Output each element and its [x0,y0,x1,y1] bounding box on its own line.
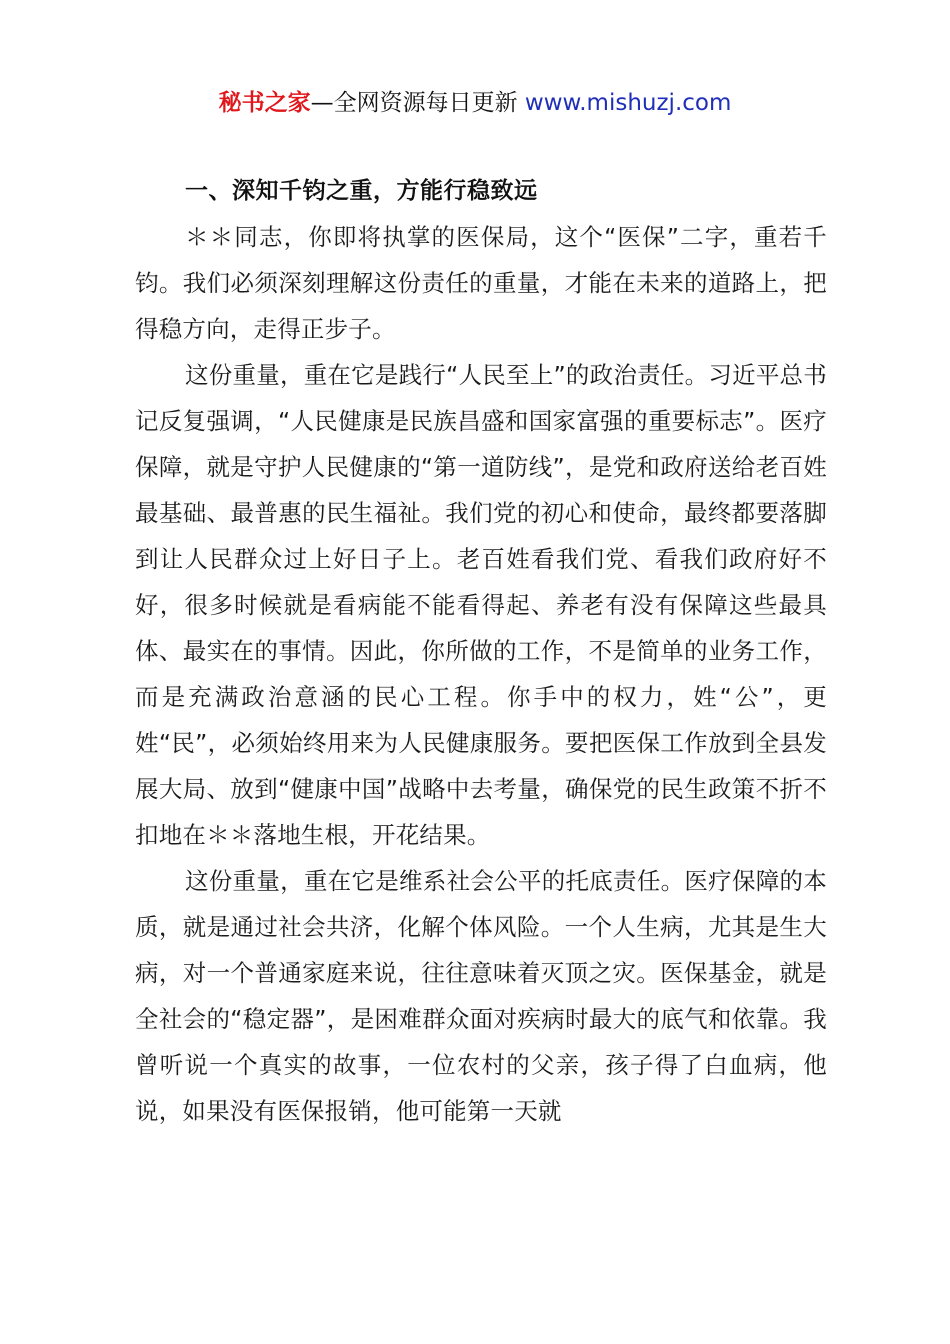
document-body [135,168,827,1134]
paragraph: ＊＊同志，你即将执掌的医保局，这个“医保”二字，重若千钧。我们必须深刻理解这份责任的重量，才能在未来的道路上，把得稳方向，走得正步子。 [135,223,827,343]
page-header [0,86,950,120]
section-heading: 一、深知千钧之重，方能行稳致远 [185,178,538,204]
paragraph: 这份重量，重在它是践行“人民至上”的政治责任。习近平总书记反复强调，“人民健康是民族昌盛和国家富强的重要标志”。医疗保障，就是守护人民健康的“第一道防线”，是党和政府送给老百姓最基础、最普惠的民生福祉。我们党的初心和使命，最终都要落脚到让人民群众过上好日子上。老百姓看我们党、看我们政府好不好，很多时候就是看病能不能看得起、养老有没有保障这些最具体、最实在的事情。因此，你所做的工作，不是简单的业务工作，而是充满政治意涵的民心工程。你手中的权力，姓“公”，更姓“民”，必须始终用来为人民健康服务。要把医保工作放到全县发展大局、放到“健康中国”战略中去考量，确保党的民生政策不折不扣地在＊＊落地生根，开花结果。 [135,361,827,849]
header-tagline: —全网资源每日更新 [310,90,518,116]
header-url-link[interactable]: www.mishuzj.com [524,90,732,116]
header-brand: 秘书之家 [218,90,311,116]
paragraph: 这份重量，重在它是维系社会公平的托底责任。医疗保障的本质，就是通过社会共济，化解个体风险。一个人生病，尤其是生大病，对一个普通家庭来说，往往意味着灭顶之灾。医保基金，就是全社会的“稳定器”，是困难群众面对疾病时最大的底气和依靠。我曾听说一个真实的故事，一位农村的父亲，孩子得了白血病，他说，如果没有医保报销，他可能第一天就 [135,867,827,1125]
